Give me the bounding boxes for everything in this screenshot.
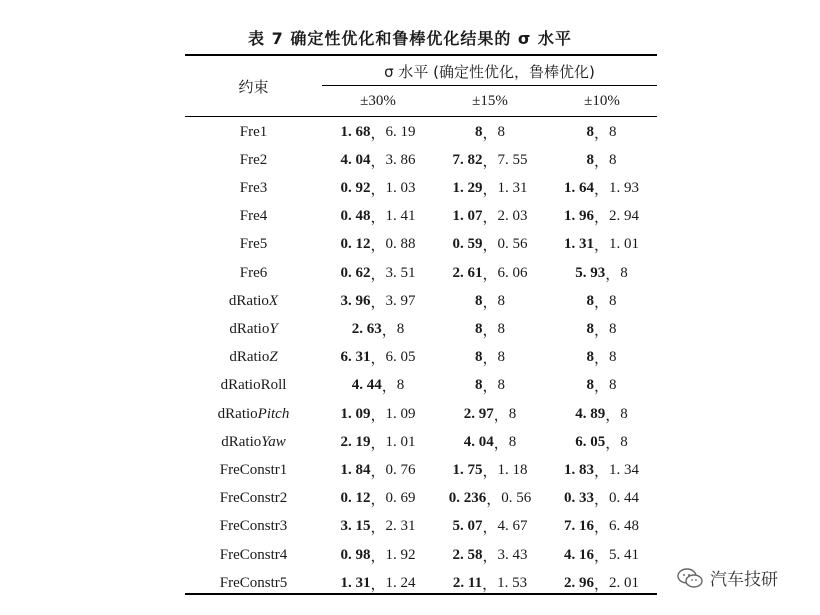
table-row	[185, 203, 657, 231]
sigma-cell	[434, 146, 546, 174]
sigma-cell	[322, 203, 434, 231]
robust-value: 0. 76	[385, 461, 416, 478]
constraint-name-prefix: Fre2	[239, 151, 268, 168]
sigma-cell	[546, 428, 657, 456]
robust-value: 3. 86	[385, 151, 416, 168]
deterministic-value: 1. 07	[452, 208, 483, 225]
robust-value: 8	[609, 292, 617, 309]
deterministic-value: 1. 09	[340, 405, 371, 422]
table-bottom-rule	[185, 593, 657, 595]
header-range-10: ±10%	[584, 93, 620, 109]
sigma-cell	[546, 485, 657, 513]
table-row	[185, 513, 657, 541]
constraint-name	[185, 428, 322, 456]
deterministic-value: 0. 62	[340, 264, 371, 281]
deterministic-value: 3. 15	[340, 518, 371, 535]
separator: ，	[370, 181, 386, 198]
deterministic-value: 1. 96	[563, 208, 594, 225]
sigma-cell	[546, 372, 657, 400]
sigma-cell	[322, 259, 434, 287]
deterministic-value: 4. 04	[463, 433, 494, 450]
robust-value: 7. 55	[497, 151, 528, 168]
separator: ，	[370, 351, 386, 368]
separator: ，	[482, 463, 498, 480]
sigma-cell	[546, 541, 657, 569]
constraint-name	[185, 231, 322, 259]
sigma-cell	[322, 456, 434, 484]
constraint-name	[185, 400, 322, 428]
deterministic-value: 8	[586, 320, 594, 337]
robust-value: 1. 01	[609, 236, 639, 253]
sigma-cell	[434, 231, 546, 259]
robust-value: 8	[620, 405, 628, 422]
constraint-name-prefix: FreConstr5	[219, 574, 288, 591]
robust-value: 6. 48	[609, 518, 639, 535]
robust-value: 2. 03	[497, 208, 528, 225]
deterministic-value: 4. 16	[563, 546, 594, 563]
deterministic-value: 4. 89	[575, 405, 606, 422]
robust-value: 8	[609, 377, 617, 394]
robust-value: 1. 53	[497, 574, 528, 591]
constraint-name	[185, 118, 322, 146]
table-row	[185, 287, 657, 315]
separator: ，	[593, 351, 609, 368]
robust-value: 4. 67	[497, 518, 528, 535]
separator: ，	[482, 520, 498, 537]
deterministic-value: 5. 07	[452, 518, 483, 535]
deterministic-value: 8	[586, 151, 594, 168]
wechat-icon	[676, 567, 704, 589]
sigma-cell	[434, 118, 546, 146]
robust-value: 6. 05	[385, 349, 416, 366]
sigma-cell	[546, 513, 657, 541]
separator: ，	[482, 294, 498, 311]
robust-value: 8	[609, 349, 617, 366]
sigma-cell	[322, 118, 434, 146]
watermark	[676, 565, 778, 590]
deterministic-value: 0. 33	[563, 490, 594, 507]
constraint-name	[185, 344, 322, 372]
robust-value: 8	[508, 433, 517, 450]
robust-value: 8	[497, 292, 505, 309]
constraint-name-axis: Pitch	[257, 405, 290, 422]
separator: ，	[493, 407, 509, 424]
constraint-name-prefix: Fre3	[239, 179, 268, 196]
robust-value: 3. 97	[385, 292, 416, 309]
constraint-name	[185, 203, 322, 231]
table-row	[185, 344, 657, 372]
separator: ，	[493, 435, 509, 452]
robust-value: 2. 31	[385, 518, 416, 535]
sigma-cell	[322, 315, 434, 343]
separator: ，	[370, 548, 386, 565]
sigma-cell	[546, 315, 657, 343]
sigma-cell	[434, 344, 546, 372]
sigma-cell	[546, 400, 657, 428]
sigma-cell	[434, 541, 546, 569]
constraint-name	[185, 259, 322, 287]
separator: ，	[370, 463, 386, 480]
separator: ，	[482, 266, 498, 283]
robust-value: 8	[396, 377, 405, 394]
sigma-cell	[322, 485, 434, 513]
deterministic-value: 0. 236	[448, 490, 487, 507]
deterministic-value: 2. 97	[463, 405, 494, 422]
deterministic-value: 4. 44	[351, 377, 382, 394]
sigma-cell	[322, 541, 434, 569]
robust-value: 1. 31	[497, 179, 528, 196]
constraint-name	[185, 513, 322, 541]
table-row	[185, 372, 657, 400]
constraint-name-prefix: dRatio	[221, 433, 262, 450]
robust-value: 5. 41	[609, 546, 639, 563]
sigma-cell	[434, 315, 546, 343]
sigma-cell	[434, 513, 546, 541]
separator: ，	[593, 125, 609, 142]
separator: ，	[482, 548, 498, 565]
robust-value: 8	[620, 264, 628, 281]
robust-value: 1. 09	[385, 405, 416, 422]
separator: ，	[370, 210, 386, 227]
deterministic-value: 2. 58	[452, 546, 483, 563]
robust-value: 6. 19	[385, 123, 416, 140]
deterministic-value: 6. 31	[340, 349, 371, 366]
constraint-name-prefix: Fre5	[239, 236, 268, 253]
robust-value: 2. 01	[609, 574, 639, 591]
sigma-cell	[546, 203, 657, 231]
table-row	[185, 118, 657, 146]
separator: ，	[381, 379, 397, 396]
deterministic-value: 2. 63	[351, 320, 382, 337]
deterministic-value: 7. 16	[563, 518, 594, 535]
separator: ，	[482, 125, 498, 142]
sigma-cell	[434, 372, 546, 400]
deterministic-value: 0. 59	[452, 236, 483, 253]
constraint-name-prefix: Fre1	[239, 123, 268, 140]
separator: ，	[593, 379, 609, 396]
constraint-name	[185, 174, 322, 202]
deterministic-value: 0. 48	[340, 208, 371, 225]
constraint-name	[185, 315, 322, 343]
separator: ，	[482, 238, 498, 255]
sigma-cell	[322, 428, 434, 456]
separator: ，	[593, 153, 609, 170]
separator: ，	[482, 379, 498, 396]
deterministic-value: 3. 96	[340, 292, 371, 309]
sigma-cell	[322, 372, 434, 400]
constraint-name-axis: Y	[269, 320, 278, 337]
separator: ，	[486, 492, 502, 509]
separator: ，	[605, 407, 621, 424]
separator: ，	[370, 153, 386, 170]
table-row	[185, 428, 657, 456]
deterministic-value: 1. 64	[563, 179, 594, 196]
sigma-cell	[322, 344, 434, 372]
separator: ，	[482, 181, 498, 198]
robust-value: 1. 34	[609, 461, 639, 478]
separator: ，	[370, 407, 386, 424]
deterministic-value: 4. 04	[340, 151, 371, 168]
robust-value: 8	[609, 151, 617, 168]
separator: ，	[482, 210, 498, 227]
header-sub-rule	[322, 85, 657, 86]
table-row	[185, 541, 657, 569]
robust-value: 1. 03	[385, 179, 416, 196]
deterministic-value: 6. 05	[575, 433, 606, 450]
robust-value: 6. 06	[497, 264, 528, 281]
deterministic-value: 2. 19	[340, 433, 371, 450]
table-row	[185, 146, 657, 174]
robust-value: 1. 93	[609, 179, 639, 196]
sigma-cell	[322, 400, 434, 428]
robust-value: 8	[497, 320, 505, 337]
constraint-name-prefix: FreConstr1	[219, 461, 288, 478]
robust-value: 8	[497, 123, 505, 140]
constraint-name-prefix: dRatio	[217, 405, 258, 422]
deterministic-value: 0. 12	[340, 236, 371, 253]
sigma-cell	[322, 287, 434, 315]
deterministic-value: 1. 83	[563, 461, 594, 478]
sigma-cell	[434, 400, 546, 428]
sigma-cell	[546, 174, 657, 202]
sigma-cell	[434, 456, 546, 484]
separator: ，	[593, 548, 609, 565]
constraint-name-axis: Z	[269, 349, 278, 366]
robust-value: 8	[396, 320, 405, 337]
deterministic-value: 1. 68	[340, 123, 371, 140]
deterministic-value: 7. 82	[452, 151, 483, 168]
sigma-cell	[434, 174, 546, 202]
separator: ，	[593, 322, 609, 339]
robust-value: 1. 92	[385, 546, 416, 563]
table-row	[185, 231, 657, 259]
table-row	[185, 485, 657, 513]
deterministic-value: 1. 75	[452, 461, 483, 478]
robust-value: 1. 24	[385, 574, 416, 591]
separator: ，	[593, 238, 609, 255]
header-bottom-rule	[185, 116, 657, 117]
robust-value: 8	[620, 433, 628, 450]
robust-value: 8	[497, 377, 505, 394]
deterministic-value: 1. 31	[563, 236, 594, 253]
sigma-cell	[322, 146, 434, 174]
sigma-cell	[546, 259, 657, 287]
sigma-cell	[322, 231, 434, 259]
constraint-name-axis: Yaw	[261, 433, 286, 450]
table-row	[185, 400, 657, 428]
separator: ，	[370, 266, 386, 283]
robust-value: 8	[508, 405, 517, 422]
sigma-cell	[434, 428, 546, 456]
separator: ，	[482, 322, 498, 339]
separator: ，	[482, 576, 498, 593]
table-row	[185, 174, 657, 202]
deterministic-value: 2. 61	[452, 264, 483, 281]
separator: ，	[370, 294, 386, 311]
separator: ，	[370, 125, 386, 142]
robust-value: 0. 88	[385, 236, 416, 253]
separator: ，	[593, 520, 609, 537]
robust-value: 8	[497, 349, 505, 366]
robust-value: 0. 69	[385, 490, 416, 507]
deterministic-value: 8	[474, 292, 483, 309]
deterministic-value: 0. 98	[340, 546, 371, 563]
separator: ，	[605, 435, 621, 452]
separator: ，	[370, 520, 386, 537]
constraint-name-prefix: Fre6	[239, 264, 268, 281]
separator: ，	[593, 181, 609, 198]
separator: ，	[593, 210, 609, 227]
constraint-name	[185, 485, 322, 513]
deterministic-value: 8	[586, 123, 594, 140]
sigma-cell	[546, 344, 657, 372]
robust-value: 3. 43	[497, 546, 528, 563]
table-row	[185, 456, 657, 484]
separator: ，	[482, 153, 498, 170]
robust-value: 0. 56	[501, 490, 532, 507]
constraint-name-prefix: Fre4	[239, 208, 268, 225]
watermark-text: 汽车技研	[710, 570, 778, 590]
sigma-cell	[546, 456, 657, 484]
deterministic-value: 8	[474, 349, 483, 366]
constraint-name-axis: X	[268, 292, 279, 309]
robust-value: 0. 44	[609, 490, 639, 507]
sigma-cell	[322, 513, 434, 541]
header-constraint: 约束	[238, 77, 269, 96]
sigma-cell	[546, 287, 657, 315]
deterministic-value: 8	[586, 377, 594, 394]
separator: ，	[370, 576, 386, 593]
deterministic-value: 5. 93	[575, 264, 606, 281]
deterministic-value: 0. 12	[340, 490, 371, 507]
robust-value: 1. 18	[497, 461, 528, 478]
sigma-cell	[434, 485, 546, 513]
deterministic-value: 8	[586, 349, 594, 366]
sigma-cell	[434, 287, 546, 315]
separator: ，	[605, 266, 621, 283]
robust-value: 1. 01	[385, 433, 416, 450]
separator: ，	[482, 351, 498, 368]
constraint-name	[185, 456, 322, 484]
deterministic-value: 1. 84	[340, 461, 371, 478]
table-row	[185, 259, 657, 287]
sigma-cell	[434, 259, 546, 287]
constraint-name-prefix: dRatio	[229, 349, 270, 366]
header-range-30: ±30%	[360, 93, 396, 109]
constraint-name	[185, 146, 322, 174]
deterministic-value: 1. 29	[452, 179, 483, 196]
constraint-name	[185, 372, 322, 400]
separator: ，	[593, 294, 609, 311]
deterministic-value: 8	[474, 320, 483, 337]
table-row	[185, 315, 657, 343]
sigma-cell	[546, 231, 657, 259]
separator: ，	[370, 492, 386, 509]
constraint-name-prefix: dRatio	[228, 292, 269, 309]
deterministic-value: 2. 11	[452, 574, 483, 591]
robust-value: 3. 51	[385, 264, 416, 281]
header-sigma-level: σ 水平 (确定性优化，鲁棒优化)	[384, 63, 595, 81]
deterministic-value: 1. 31	[340, 574, 371, 591]
separator: ，	[370, 238, 386, 255]
separator: ，	[593, 576, 609, 593]
robust-value: 0. 56	[497, 236, 528, 253]
sigma-cell	[546, 146, 657, 174]
deterministic-value: 2. 96	[563, 574, 594, 591]
robust-value: 1. 41	[385, 208, 416, 225]
deterministic-value: 0. 92	[340, 179, 371, 196]
robust-value: 8	[609, 320, 617, 337]
deterministic-value: 8	[474, 377, 483, 394]
constraint-name-prefix: FreConstr4	[219, 546, 288, 563]
deterministic-value: 8	[586, 292, 594, 309]
robust-value: 2. 94	[609, 208, 639, 225]
header-range-15: ±15%	[472, 93, 508, 109]
constraint-name-prefix: FreConstr3	[219, 518, 288, 535]
constraint-name	[185, 287, 322, 315]
constraint-name-prefix: dRatioRoll	[220, 377, 287, 394]
separator: ，	[370, 435, 386, 452]
constraint-name	[185, 541, 322, 569]
separator: ，	[593, 463, 609, 480]
constraint-name-prefix: FreConstr2	[219, 490, 288, 507]
separator: ，	[593, 492, 609, 509]
constraint-name-prefix: dRatio	[229, 320, 270, 337]
sigma-cell	[434, 203, 546, 231]
robust-value: 8	[609, 123, 617, 140]
sigma-cell	[546, 118, 657, 146]
sigma-cell	[322, 174, 434, 202]
deterministic-value: 8	[474, 123, 483, 140]
separator: ，	[381, 322, 397, 339]
table-caption: 表 7 确定性优化和鲁棒优化结果的 σ 水平	[248, 29, 572, 48]
